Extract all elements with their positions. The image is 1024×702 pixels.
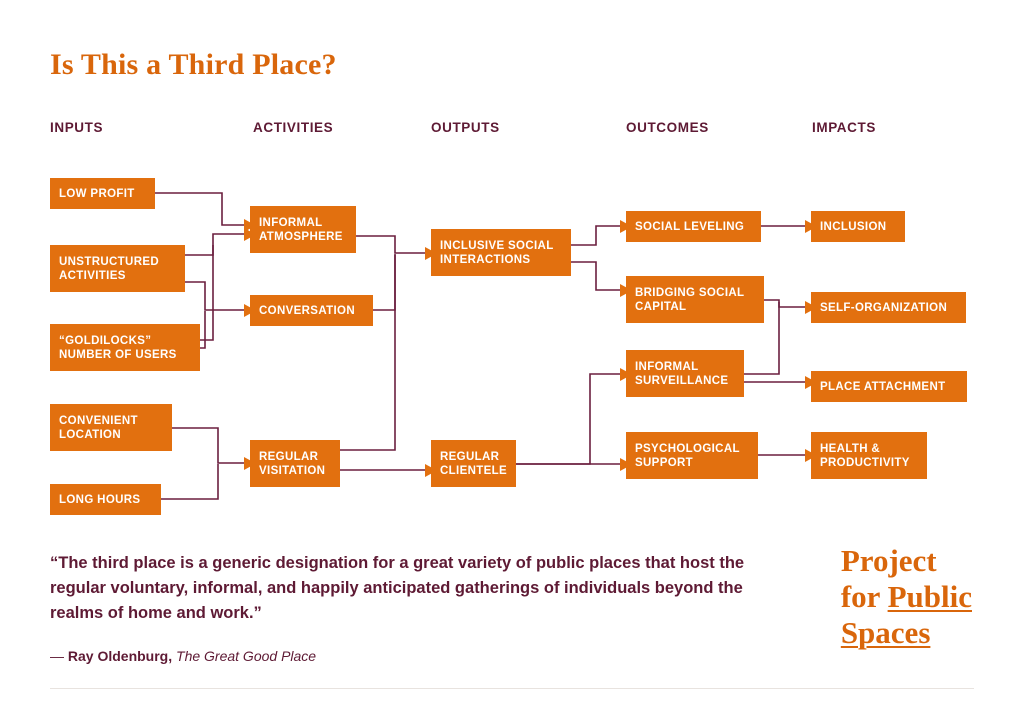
node-convenient-location[interactable] [50,404,172,451]
node-regular-visitation[interactable] [250,440,340,487]
node-label: UNSTRUCTURED ACTIVITIES [59,255,160,282]
node-health-productivity[interactable] [811,432,927,479]
logo-line-2-word: Public [887,579,972,614]
node-label: LOW PROFIT [59,187,135,200]
logo-line-3-word: Spaces [840,615,931,650]
node-regular-clientele[interactable] [431,440,516,487]
node-bridging-social-capital[interactable] [626,276,764,323]
node-social-leveling[interactable] [626,211,761,242]
node-label: BRIDGING SOCIAL CAPITAL [635,286,745,313]
column-header-outcomes: OUTCOMES [626,120,709,135]
node-label: SELF-ORGANIZATION [820,301,948,314]
node-place-attachment[interactable] [811,371,967,402]
page-title: Is This a Third Place? [50,48,337,81]
logo-line-2-prefix: for [840,579,888,614]
node-informal-atmosphere[interactable] [250,206,356,253]
attribution-dash: — [50,648,68,664]
node-self-organization[interactable] [811,292,966,323]
logo-line-2 [841,579,972,615]
node-label: INCLUSIVE SOCIAL INTERACTIONS [440,239,554,266]
node-label: HEALTH & PRODUCTIVITY [820,442,910,469]
node-unstructured-activities[interactable] [50,245,185,292]
attribution-author: Ray Oldenburg, [67,648,173,664]
node-psychological-support[interactable] [626,432,758,479]
node-informal-surveillance[interactable] [626,350,744,397]
logo-project-for-public-spaces[interactable] [841,543,972,651]
column-header-outputs: OUTPUTS [431,120,500,135]
node-label: CONVENIENT LOCATION [59,414,138,441]
node-label: REGULAR VISITATION [259,450,326,477]
node-label: REGULAR CLIENTELE [440,450,508,477]
footer-divider [50,688,974,689]
attribution-work: The Great Good Place [172,648,317,664]
node-long-hours[interactable] [50,484,161,515]
node-label: PSYCHOLOGICAL SUPPORT [635,442,740,469]
column-header-impacts: IMPACTS [812,120,876,135]
node-label: CONVERSATION [259,304,355,317]
node-low-profit[interactable] [50,178,155,209]
logo-line-3 [841,615,972,651]
node-conversation[interactable] [250,295,373,326]
node-goldilocks-number-of-users[interactable] [50,324,200,371]
logo-line-1: Project [840,543,937,578]
node-label: SOCIAL LEVELING [635,220,745,233]
node-inclusion[interactable] [811,211,905,242]
node-inclusive-social-interactions[interactable] [431,229,571,276]
node-label: PLACE ATTACHMENT [820,380,946,393]
node-label: “GOLDILOCKS” NUMBER OF USERS [59,334,177,361]
node-label: INFORMAL SURVEILLANCE [635,360,729,387]
column-header-inputs: INPUTS [50,120,104,135]
node-label: INFORMAL ATMOSPHERE [259,216,343,243]
pull-quote: “The third place is a generic designation for a great variety of public places that host the regular voluntary, informal, and happily anticipated gatherings of individuals beyond the realms of home and work.” [50,554,745,622]
node-label: INCLUSION [820,220,887,233]
node-label: LONG HOURS [59,493,141,506]
quote-attribution [50,648,316,664]
column-header-activities: ACTIVITIES [253,120,334,135]
